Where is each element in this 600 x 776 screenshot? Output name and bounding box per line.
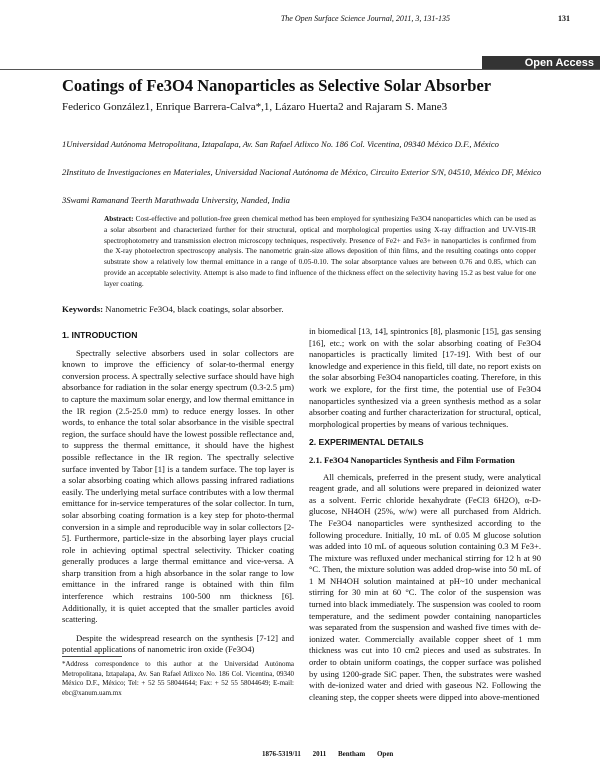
authors-line: Federico González1, Enrique Barrera-Calva*,1, Lázaro Huerta2 and Rajaram S. Mane3 <box>62 101 448 113</box>
synthesis-paragraph: All chemicals, preferred in the present study, were analytical reagent grade, and all solutions were prepared in deionized water as a solvent. Ferric chloride hexahydrate (FeCl3 6H2O), α-D-glucose, NH4OH (25%, w/w) were all purchased from Aldrich. The Fe3O4 nanoparticles were synthesized according to the following procedure. Initially, 10 mL of 0.05 M glucose solution was added into 10 mL of aqueous solution containing 0.3 M Fe3+. The mixture was refluxed under mechanical stirring for 12 h at 90 °C. Then, the mixture solution was added drop-wise into 50 mL of 1 M NH4OH solution maintained at pH~10 under mechanical stirring for 30 min at 60 °C. The color of the suspension was turned into black immediately. The suspension was cooled to room temperature, and the sediment powder containing nanoparticles was separated from the suspension and washed five times with de-ionized water. Commercially available copper sheet of 1 mm thickness was cut into 10 cm2 pieces and used as substrates. In order to obtain uniform coatings, the copper surface was polished by using 1200-grade SiC paper. Then, the substrates were washed with de-ionized water and dried with gaseous N2. Following the cleaning step, the copper sheets were dipped into above-mentioned <box>309 471 541 702</box>
intro-continuation: in biomedical [13, 14], spintronics [8], plasmonic [15], gas sensing [16], etc.; work on with the solar absorbing coating of Fe3O4 nanoparticles is practically limited [17-19]. With best of our knowledge and experience in this field, till date, no report exists on the solar absorbing Fe3O4 nanoparticles coating. Therefore, in this work we explore, for the first time, the potential use of Fe3O4 nanoparticles synthesized via a green synthesis method as a solar absorber coating and further characterization for structural, optical, morphological properties by means of various techniques. <box>309 326 541 429</box>
intro-paragraph-1: Spectrally selective absorbers used in solar collectors are known to improve the efficiency of solar-to-thermal energy conversion process. A spectrally selective surface should have high absorbance for radiation in the solar energy spectrum (0.3-2.5 µm) to capture the maximum solar energy, and low thermal emittance in the IR region (2.5-25.0 mm) to reduce energy losses. In other words, to enhance the total solar absorbance in the visible spectral region, the surface should have the lowest possible reflectance and, to suppress the thermal emittance, it should have the highest possible reflectance in the IR region. The spectrally selective surface invented by Tabor [1] is a tandem surface. The top layer is a solar absorbing coating which allows passing infrared radiations easily. The underlying metal surface contributes with a low thermal emittance for in-service temperatures of the solar collector. In turn, solar absorbing coating formation is a key step for photo-thermal conversion in a simple and reproducible way in solar collectors [2-5]. Furthermore, particle-size in the absorbing layer plays crucial role in achieving optimal spectral selectivity. Thicker coating generally produces a large thermal emittance and vice-versa. A sharp transition from a high absorbance in the solar range to low emittance in the infrared range is obtained with thin film interference which restrains 100-500 nm thickness [6]. Additionally, it is quiet accepted that the smaller particles avoid scattering. <box>62 347 294 625</box>
publisher: 2011 Bentham Open <box>312 750 394 758</box>
synthesis-subheading: 2.1. Fe3O4 Nanoparticles Synthesis and Film Formation <box>309 454 515 465</box>
abstract-text: Cost-effective and pollution-free green chemical method has been employed for synthesizing Fe3O4 nanoparticles which can be used as a solar absorbent and characterized further for their structural, optical and morphological properties using X-ray diffraction and UV-VIS-IR spectrophotometry and transmission electron microscopy techniques, respectively. Presence of Fe2+ and Fe3+ in nanoparticles is confirmed from the X-ray photoelectron spectroscopy analysis. The nanometric grain-size allows deposition of thin films, and the resulting coatings onto copper substrate show a relatively low thermal emittance in a range of 0.05-0.10. The solar absorptance values are between 0.76 and 0.85, which can provide an acceptable selectivity. Attempt is also made to find influence of the thickness effect on the selectivity having 15.2 as best value for one layer coating. <box>104 214 536 288</box>
abstract <box>104 214 536 290</box>
header-rule <box>0 69 600 70</box>
keywords-label: Keywords: <box>62 304 104 314</box>
page-number: 131 <box>558 14 570 23</box>
affiliation-2: 2Instituto de Investigaciones en Materiales, Universidad Nacional Autónoma de México, Circuito Exterior S/N, 04510, México DF, México <box>62 167 542 177</box>
abstract-label: Abstract: <box>104 214 134 223</box>
intro-heading: 1. INTRODUCTION <box>62 330 138 340</box>
open-access-banner: Open Access <box>482 56 600 70</box>
footnote-rule <box>62 656 122 657</box>
left-column <box>62 326 294 663</box>
keywords-text: Nanometric Fe3O4, black coatings, solar absorber. <box>105 304 284 314</box>
affiliation-1: 1Universidad Autónoma Metropolitana, Iztapalapa, Av. San Rafael Atlixco No. 186 Col. Vicentina, 09340 México D.F., México <box>62 139 499 149</box>
right-column <box>309 326 541 710</box>
correspondence-footnote: *Address correspondence to this author at the Universidad Autónoma Metropolitana, Iztapalapa, Av. San Rafael Atlixco No. 186 Col. Vicentina, 09340 México D.F., México; Tel: + 52 55 58044644; Fax: + 52 55 58044649; E-mail: ebc@xanum.uam.mx <box>62 660 294 697</box>
paper-title: Coatings of Fe3O4 Nanoparticles as Selective Solar Absorber <box>62 76 492 95</box>
issn: 1876-5319/11 <box>262 750 301 758</box>
intro-paragraph-2: Despite the widespread research on the synthesis [7-12] and potential applications of nanometric iron oxide (Fe3O4) <box>62 632 294 655</box>
experimental-heading: 2. EXPERIMENTAL DETAILS <box>309 437 424 448</box>
keywords <box>62 304 284 314</box>
affiliation-3: 3Swami Ramanand Teerth Marathwada University, Nanded, India <box>62 195 290 205</box>
page-footer <box>262 750 393 758</box>
journal-header: The Open Surface Science Journal, 2011, 3, 131-135 <box>280 14 450 23</box>
